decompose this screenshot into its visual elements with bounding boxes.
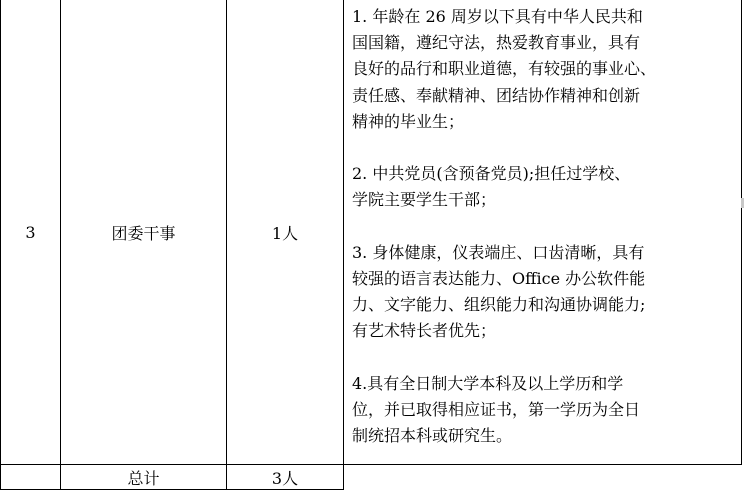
requirement-line: 位，并已取得相应证书，第一学历为全日 [352, 399, 641, 419]
requirement-line: 制统招本科或研究生。 [352, 426, 513, 445]
requirement-line: 良好的品行和职业道德，有较强的事业心、 [352, 59, 657, 79]
requirement-line: 力、文字能力、组织能力和沟通协调能力; [352, 295, 646, 315]
page-edge-mark [741, 198, 744, 208]
requirement-line: 国国籍，遵纪守法，热爱教育事业，具有 [352, 33, 641, 53]
table-border-bottom [0, 489, 344, 490]
requirement-line: 较强的语言表达能力、Office 办公软件能 [352, 268, 646, 288]
total-label: 总计 [127, 468, 160, 488]
headcount: 1人 [271, 223, 299, 243]
total-count: 3人 [271, 468, 299, 488]
requirement-line: 2. 中共党员(含预备党员);担任过学校、 [352, 164, 631, 184]
row-number: 3 [25, 222, 36, 242]
paragraph-gap [352, 214, 740, 240]
paragraph-gap [352, 135, 740, 161]
requirement-line: 有艺术特长者优先； [352, 321, 497, 341]
paragraph-gap [352, 344, 740, 370]
requirement-line: 4.具有全日制大学本科及以上学历和学 [352, 373, 624, 393]
requirements-cell [352, 4, 740, 449]
requirement-line: 1. 年龄在 26 周岁以下具有中华人民共和 [352, 7, 643, 26]
requirement-line: 学院主要学生干部； [352, 190, 497, 210]
position-title: 团委干事 [111, 223, 176, 243]
requirement-line: 责任感、奉献精神、团结协作精神和创新 [352, 85, 641, 105]
requirement-line: 3. 身体健康，仪表端庄、口齿清晰，具有 [352, 242, 645, 262]
table-divider-3 [343, 0, 344, 490]
table-border-right [741, 0, 742, 465]
requirement-line: 精神的毕业生； [352, 111, 465, 131]
